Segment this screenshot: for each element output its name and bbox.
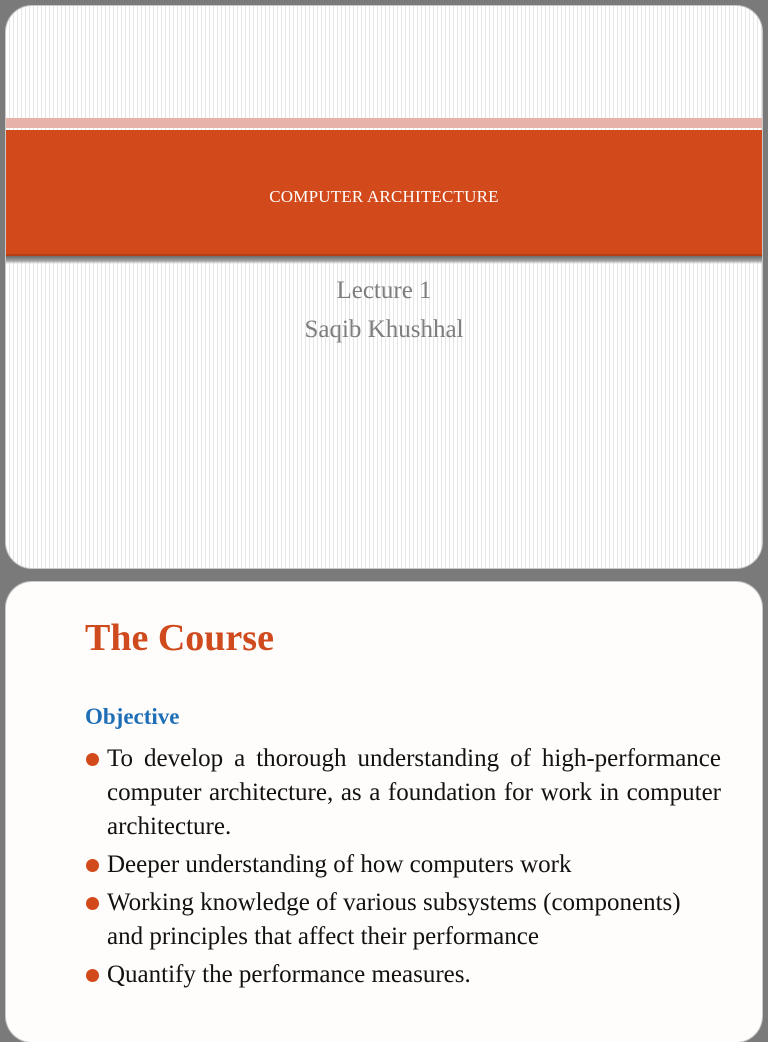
- bullet-item: [85, 742, 721, 844]
- bullet-item: [85, 886, 721, 954]
- title-slide: [6, 6, 762, 568]
- bullet-dot-icon: [86, 969, 99, 982]
- bullet-item: [85, 848, 721, 882]
- bullet-text: To develop a thorough understanding of high-performance computer architecture, as a foundation for work in computer architecture.: [107, 745, 721, 840]
- slide-heading: The Course: [85, 617, 274, 659]
- bullet-dot-icon: [86, 859, 99, 872]
- bullet-text: Quantify the performance measures.: [107, 961, 471, 988]
- course-slide: [6, 582, 762, 1042]
- lecture-number: Lecture 1: [336, 277, 432, 304]
- title-band: [6, 130, 762, 256]
- bullet-dot-icon: [86, 897, 99, 910]
- bullet-text: Working knowledge of various subsystems (components) and principles that affect their performance: [107, 889, 681, 950]
- bullet-dot-icon: [86, 753, 99, 766]
- slide-title: COMPUTER ARCHITECTURE: [269, 187, 499, 206]
- accent-line: [6, 118, 762, 128]
- objective-subheading: Objective: [85, 704, 180, 729]
- bullet-item: [85, 958, 721, 992]
- bullet-text: Deeper understanding of how computers work: [107, 851, 572, 878]
- author-name: Saqib Khushhal: [304, 316, 464, 343]
- band-shadow: [6, 256, 762, 264]
- bullet-list: [85, 742, 721, 996]
